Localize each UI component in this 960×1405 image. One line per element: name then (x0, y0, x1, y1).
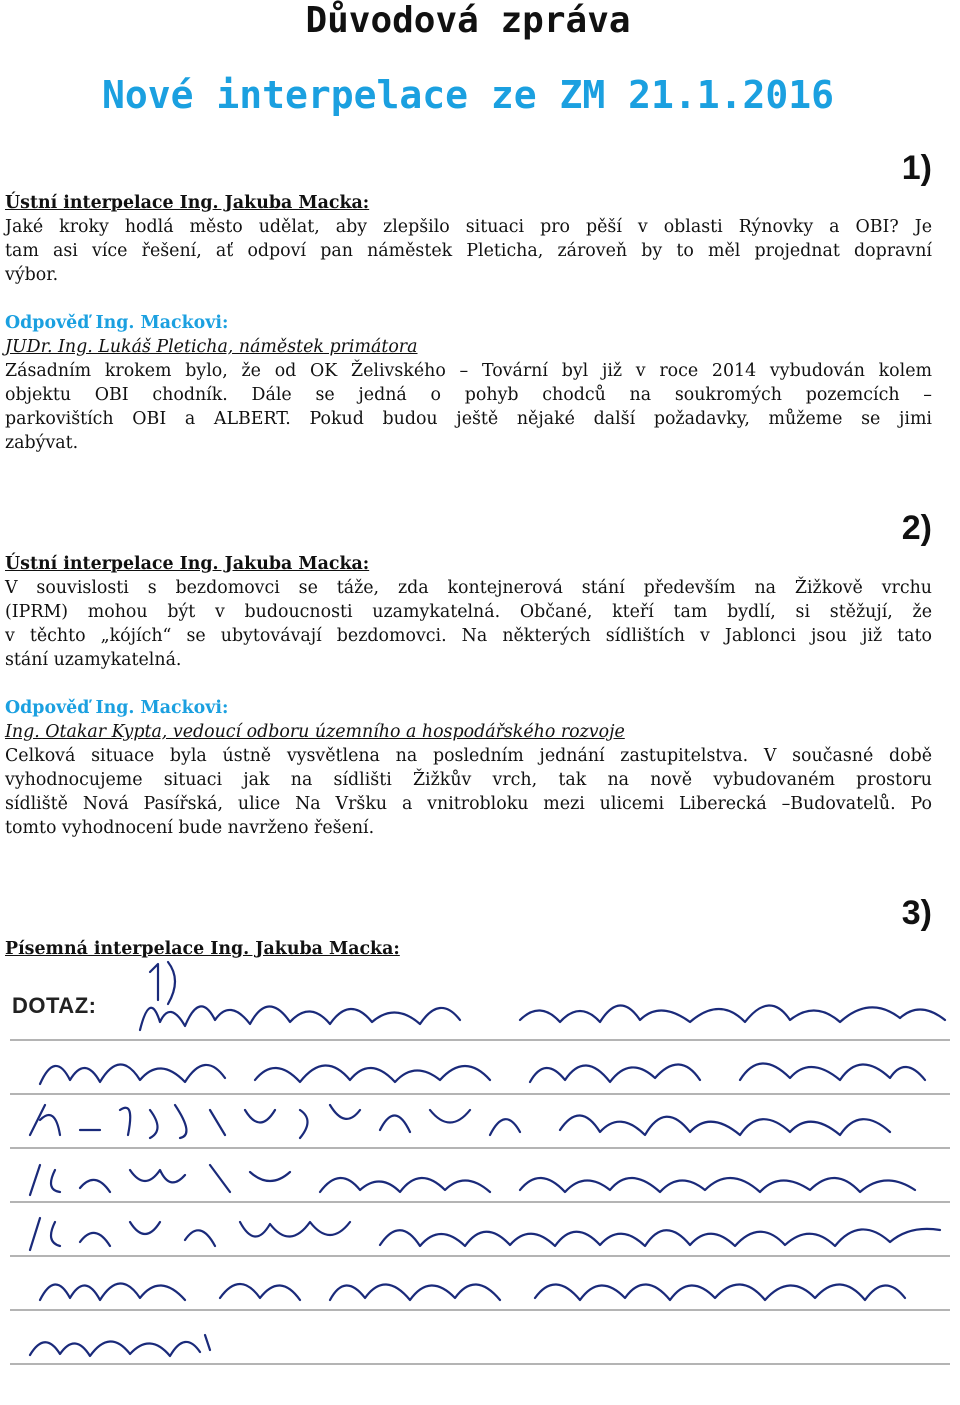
section-2-question-text (5, 576, 932, 672)
text-line: parkovištích OBI a ALBERT. Pokud budou ještě nějaké další požadavky, můžeme se jimi (5, 409, 932, 429)
handwriting-stroke (30, 1218, 940, 1250)
text-line: V souvislosti s bezdomovci se táže, zda kontejnerová stání především na Žižkově vrchu (5, 578, 932, 598)
handwritten-scan (0, 960, 960, 1400)
section-1-answer-author: JUDr. Ing. Lukáš Pleticha, náměstek primátora (5, 337, 418, 357)
section-2-question-header: Ústní interpelace Ing. Jakuba Macka: (5, 554, 370, 574)
handwriting-stroke (40, 1063, 925, 1084)
text-line: objektu OBI chodník. Dále se jedná o pohyb chodců na soukromých pozemcích – (5, 385, 932, 405)
handwriting-stroke (140, 1005, 945, 1030)
section-2-answer-text (5, 744, 932, 840)
section-1-question-text (5, 215, 932, 287)
text-line: výbor. (5, 265, 59, 285)
text-line: zabývat. (5, 433, 79, 453)
text-line: Zásadním krokem bylo, že od OK Želivského – Tovární byl již v roce 2014 vybudován kolem (5, 361, 932, 381)
section-1-answer-text (5, 359, 932, 455)
text-line: tomto vyhodnocení bude navrženo řešení. (5, 818, 375, 838)
handwriting-stroke (30, 1165, 915, 1195)
document-subtitle: Nové interpelace ze ZM 21.1.2016 (101, 73, 835, 117)
text-line: tam asi více řešení, ať odpoví pan náměstek Pleticha, zároveň by to měl projednat dopravní (5, 241, 932, 261)
scan-dotaz-label: DOTAZ: (12, 993, 97, 1018)
section-1-answer-header: Odpověď Ing. Mackovi: (5, 313, 229, 333)
section-1-number: 1) (901, 149, 932, 187)
text-line: sídliště Nová Pasířská, ulice Na Vršku a vnitrobloku mezi ulicemi Liberecká –Budovatelů. Po (5, 794, 932, 814)
document-title: Důvodová zpráva (305, 0, 631, 41)
handwriting-stroke (30, 1105, 890, 1138)
text-line: Jaké kroky hodlá město udělat, aby zlepšilo situaci pro pěší v oblasti Rýnovky a OBI? Je (5, 217, 932, 237)
text-line: vyhodnocujeme situaci jak na sídlišti Žižkův vrch, tak na nově vybudovaném prostoru (5, 770, 932, 790)
text-line: v těchto „kójích“ se ubytovávají bezdomovci. Na některých sídlištích v Jablonci jsou již tato (5, 626, 932, 646)
text-line: stání uzamykatelná. (5, 650, 182, 670)
section-3-question-header: Písemná interpelace Ing. Jakuba Macka: (5, 939, 400, 959)
section-2-number: 2) (901, 509, 932, 547)
handwriting-stroke (40, 1283, 905, 1300)
section-3-number: 3) (901, 894, 932, 932)
section-1-question-header: Ústní interpelace Ing. Jakuba Macka: (5, 193, 370, 213)
section-2-answer-author: Ing. Otakar Kypta, vedoucí odboru územního a hospodářského rozvoje (5, 722, 625, 742)
text-line: Celková situace byla ústně vysvětlena na posledním jednání zastupitelstva. V současné době (5, 746, 932, 766)
text-line: (IPRM) mohou být v budoucnosti uzamykatelná. Občané, kteří tam bydlí, si stěžují, že (5, 602, 932, 622)
handwriting-stroke (30, 1335, 210, 1356)
section-2-answer-header: Odpověď Ing. Mackovi: (5, 698, 229, 718)
handwriting-stroke (150, 962, 175, 1004)
